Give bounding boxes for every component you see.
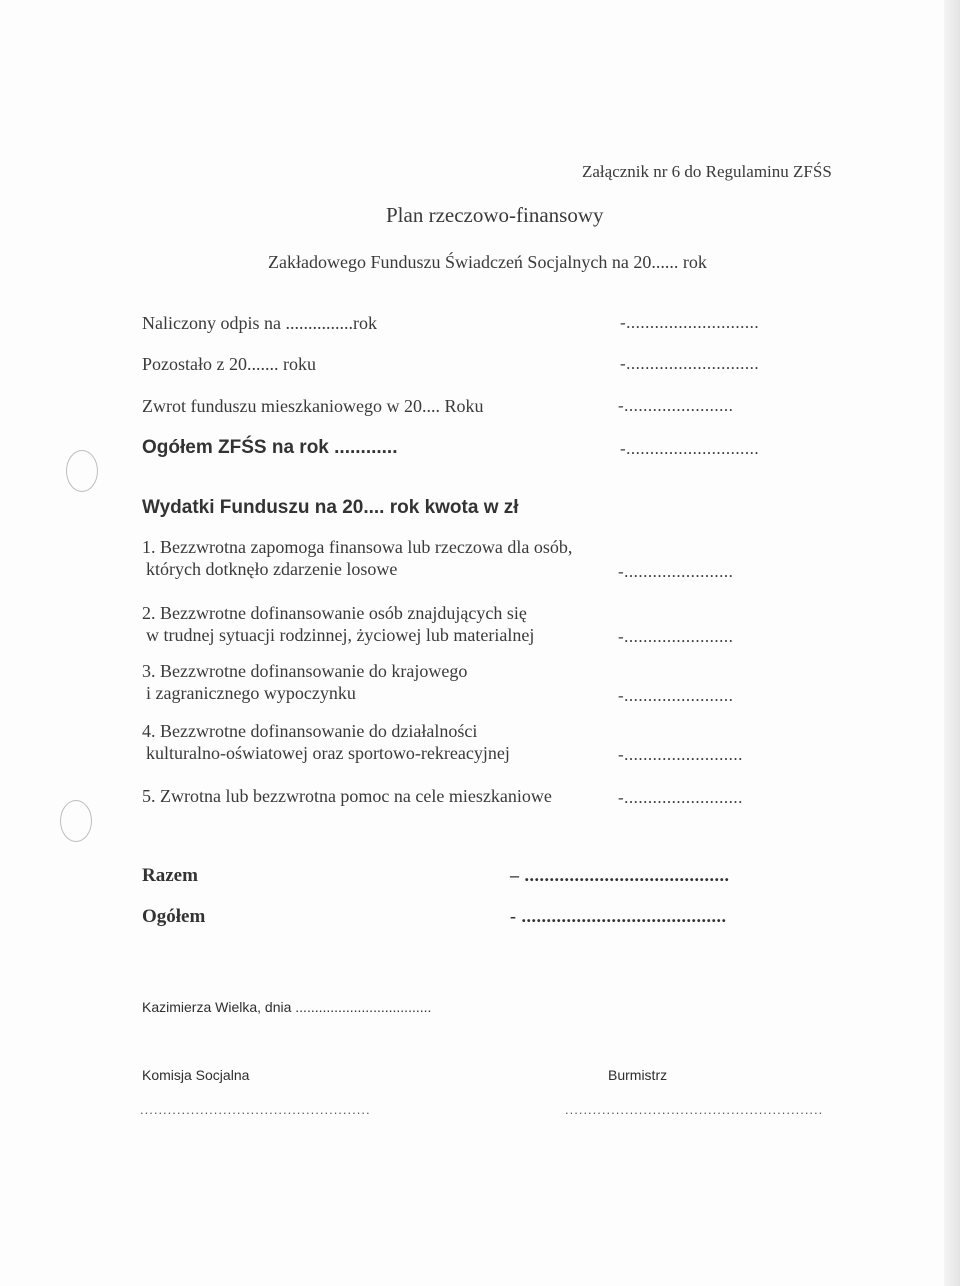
expense-item-value: -......................... [618, 745, 743, 764]
expense-item-value: -....................... [618, 686, 734, 705]
income-total-label: Ogółem ZFŚS na rok ............ [142, 437, 398, 458]
grand-total-label: Ogółem [142, 906, 206, 927]
document-title: Plan rzeczowo-finansowy [386, 203, 604, 227]
expense-item-line2: kulturalno-oświatowej oraz sportowo-rekreacyjnej [146, 743, 510, 763]
left-signature-label: Komisja Socjalna [142, 1067, 250, 1083]
expense-item-line2: i zagranicznego wypoczynku [146, 683, 356, 703]
left-signature-line: .................................................. [140, 1102, 371, 1117]
total-sum-value: – ......................................... [510, 865, 730, 885]
expense-item-line1: 4. Bezzwrotne dofinansowanie do działalności [142, 721, 478, 741]
punch-hole-upper [66, 450, 98, 492]
expense-item-line1: 2. Bezzwrotne dofinansowanie osób znajdujących się [142, 603, 527, 623]
document-subtitle: Zakładowego Funduszu Świadczeń Socjalnych na 20...... rok [268, 252, 707, 272]
expense-item-line2: w trudnej sytuacji rodzinnej, życiowej lub materialnej [146, 625, 535, 645]
expense-item-line2: których dotknęło zdarzenie losowe [146, 559, 398, 579]
grand-total-value: - ......................................... [510, 906, 727, 926]
expense-item-value: -....................... [618, 562, 734, 581]
attachment-note: Załącznik nr 6 do Regulaminu ZFŚS [582, 162, 832, 181]
expense-item-line1: 5. Zwrotna lub bezzwrotna pomoc na cele mieszkaniowe [142, 786, 552, 806]
expense-item-line1: 3. Bezzwrotne dofinansowanie do krajowego [142, 661, 468, 681]
expense-item-value: -....................... [618, 627, 734, 646]
place-and-date: Kazimierza Wielka, dnia ................................... [142, 999, 432, 1015]
income-total-value: -............................ [620, 439, 760, 458]
total-sum-label: Razem [142, 865, 198, 886]
right-signature-line: ........................................................ [565, 1102, 824, 1117]
page-edge-shadow [944, 0, 960, 1286]
income-row-label: Naliczony odpis na ...............rok [142, 313, 377, 333]
income-row-value: -....................... [618, 396, 734, 415]
expense-item-line1: 1. Bezzwrotna zapomoga finansowa lub rzeczowa dla osób, [142, 537, 573, 557]
income-row-value: -............................ [620, 354, 760, 373]
expense-item-value: -......................... [618, 788, 743, 807]
punch-hole-lower [60, 800, 92, 842]
income-row-label: Pozostało z 20....... roku [142, 354, 316, 374]
right-signature-label: Burmistrz [608, 1067, 668, 1083]
income-row-label: Zwrot funduszu mieszkaniowego w 20.... Roku [142, 396, 484, 416]
expenses-heading: Wydatki Funduszu na 20.... rok kwota w zł [142, 497, 519, 518]
income-row-value: -............................ [620, 313, 760, 332]
